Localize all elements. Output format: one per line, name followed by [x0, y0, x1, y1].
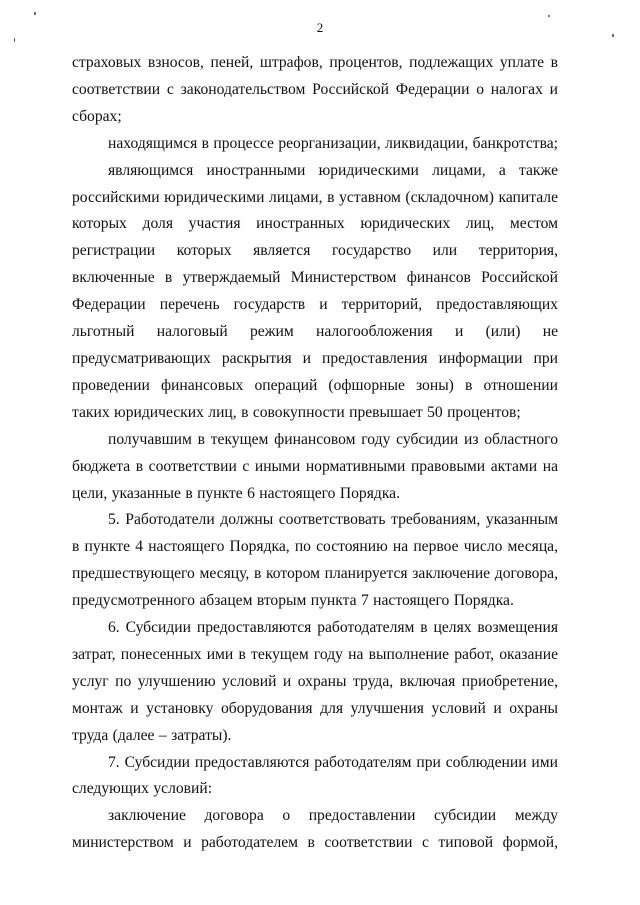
page-number: 2: [316, 20, 324, 35]
scan-speck: [548, 15, 550, 17]
document-body: [72, 50, 558, 857]
paragraph-item-6: 6. Субсидии предоставляются работодателям в целях возмещения затрат, понесенных ими в текущем году на выполнение работ, оказание услуг по улучшению условий и охраны труда, включая приобретение, монтаж и установку оборудования для улучшения условий и охраны труда (далее – затраты).: [72, 619, 558, 744]
paragraph-foreign-entities: являющимся иностранными юридическими лицами, а также российскими юридическими лицами, в уставном (складочном) капитале которых доля участия иностранных юридических лиц, местом регистрации которых является государство или территория, включенные в утверждаемый Министерством финансов Российской Федерации перечень государств и территорий, предоставляющих льготный налоговый режим налогообложения и (или) не предусматривающих раскрытия и предоставления информации при проведении финансовых операций (офшорные зоны) в отношении таких юридических лиц, в совокупности превышает 50 процентов;: [72, 161, 558, 421]
scan-speck: [14, 38, 15, 42]
paragraph-item-7: 7. Субсидии предоставляются работодателям при соблюдении ими следующих условий:: [72, 753, 558, 798]
paragraph-reorganization: находящимся в процессе реорганизации, ликвидации, банкротства;: [108, 134, 558, 152]
paragraph-continuation: страховых взносов, пеней, штрафов, процентов, подлежащих уплате в соответствии с законодательством Российской Федерации о налогах и сборах;: [72, 54, 558, 125]
paragraph-item-5: 5. Работодатели должны соответствовать требованиям, указанным в пункте 4 настоящего Порядка, по состоянию на первое число месяца, предшествующего месяцу, в котором планируется заключение договора, предусмотренного абзацем вторым пункта 7 настоящего Порядка.: [72, 511, 558, 610]
scan-speck: [34, 12, 36, 15]
scan-speck: [612, 34, 614, 37]
paragraph-subsidies-received: получавшим в текущем финансовом году субсидии из областного бюджета в соответствии с иными нормативными правовыми актами на цели, указанные в пункте 6 настоящего Порядка.: [72, 430, 558, 502]
paragraph-agreement-conclusion: заключение договора о предоставлении субсидии между министерством и работодателем в соответствии с типовой формой,: [72, 807, 558, 852]
